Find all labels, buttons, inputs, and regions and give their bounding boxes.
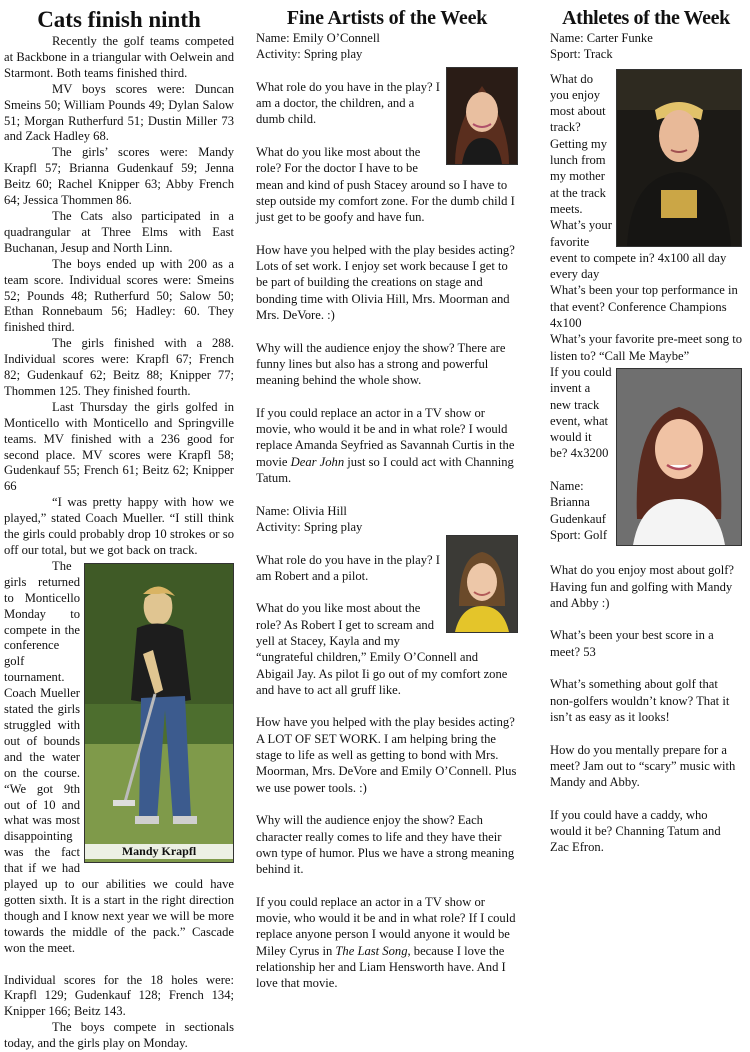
athlete2-q1: What do you enjoy most about golf? Having fun and golfing with Mandy and Abby :): [550, 563, 734, 610]
golfer-illustration: [85, 564, 233, 862]
athlete1-q3: What’s been your top performance in that event? Conference Champions 4x100: [550, 283, 738, 331]
golf-paragraph: Individual scores for the 18 holes were: Krapfl 129; Gudenkauf 128; French 134; Knipper 166; Beitz 143.: [4, 972, 234, 1019]
artist2-q5-start: If you could replace an actor in a TV show or movie, who would it be and in what role? If I could replace anyone person I would anyone it would be Miley Cyrus in: [256, 894, 516, 958]
golf-paragraph: Last Thursday the girls golfed in Monticello with Monticello and Springville teams. MV finished with a 236 good for second place. MV scores were Krapfl 58; Gudenkauf 55; French 61; Beitz 62; Knipper 66: [4, 399, 234, 494]
golf-paragraph: The girls’ scores were: Mandy Krapfl 57; Brianna Gudenkauf 59; Jenna Beitz 60; Rachel Knipper 63; Abby French 64; Jessica Thommen 86.: [4, 145, 234, 208]
olivia-photo: [446, 535, 518, 633]
artist2-movie-title: The Last Song: [335, 943, 408, 958]
artist1-q5-start: If you could replace an actor in a TV show or movie, who would it be and in what role? I would replace Amanda Seyfried as Savannah Curtis in the movie: [256, 405, 515, 469]
athlete1-q2: What’s your favorite event to compete in? 4x100 all day every day: [550, 218, 727, 282]
athlete2-q3: What’s something about golf that non-golfers wouldn’t know? That it isn’t as easy as it looks!: [550, 677, 730, 724]
golf-paragraph: The boys compete in sectionals today, and the girls play on Monday.: [4, 1020, 234, 1051]
golf-column: [4, 0, 234, 1052]
athlete1-q5: If you could invent a new track event, what would it be? 4x3200: [550, 364, 612, 461]
artist1-q5: [256, 405, 518, 486]
athlete1-name: Name: Carter Funke: [550, 31, 653, 45]
golf-paragraph: “I was pretty happy with how we played,” stated Coach Mueller. “I still think the girls could probably drop 10 strokes or so off our total, but we got back on track.: [4, 495, 234, 557]
athletes-column: [550, 0, 742, 856]
golf-headline: Cats finish ninth: [37, 7, 201, 32]
carter-photo: [616, 69, 742, 247]
artist1-q5-end: just so I could act with Channing Tatum.: [256, 454, 514, 486]
artist1-name: Name: Emily O’Connell: [256, 31, 380, 45]
artist1-movie-title: Dear John: [290, 454, 345, 469]
golf-paragraph: The girls returned to Monticello Monday to compete in the conference golf tournament. Coach Mueller stated the girls struggled with out of bounds and the water on the course. “We got 9th out of 10 and what was most disappointing was the fact that if we had played up to our abilities we could have gotten sixth. It is a start in the right direction though and I know next year we will be more towards the middle of the pack.” Cascade won the meet.: [4, 558, 234, 955]
artist1-q3: How have you helped with the play besides acting? Lots of set work. I enjoy set work because I get to be part of building the creations on stage and bonding time with Olivia Hill, Mrs. Moorman and Mrs. DeVore. :): [256, 242, 515, 323]
athlete1-q1: What do you enjoy most about track? Getting my lunch from my mother at the track meets.: [550, 71, 608, 216]
athlete1-sport: Sport: Track: [550, 47, 613, 62]
artist2-q1: What role do you have in the play? I am Robert and a pilot.: [256, 552, 440, 583]
artist1-q4: Why will the audience enjoy the show? There are funny lines but also has a strong and powerful meaning behind the whole show.: [256, 340, 506, 388]
brianna-photo: [616, 368, 742, 546]
artists-column: [256, 0, 518, 992]
artists-headline: Fine Artists of the Week: [286, 7, 488, 29]
artist2-q2: What do you like most about the role? As Robert I get to scream and yell at Stacey, Kayla and my “ungrateful children,” Emily O’Connell and Abigail Jay. As pilot Ii go out of my comfort zone and have to act all gruff like.: [256, 601, 508, 697]
artist2-q5-end: , because I love the relationship her and Liam Hensworth have. And I love that movie.: [256, 943, 506, 991]
artist2-q5: [256, 894, 518, 992]
emily-portrait: [447, 68, 517, 164]
emily-photo: [446, 67, 518, 165]
artist1-q2: What do you like most about the role? For the doctor I have to be mean and kind of push Stacey around so I have to step outside my comfort zone. For the dumb child I just get to be goofy and have fun.: [256, 145, 515, 225]
athletes-headline: Athletes of the Week: [562, 7, 730, 29]
athlete2-sport: Sport: Golf: [550, 527, 608, 542]
carter-portrait: [617, 70, 741, 246]
golf-paragraph: The boys ended up with 200 as a team score. Individual scores were: Smeins 52; Pounds 48; Rutherfurd 50; Salow 50; Ethan Ronnebaum 56; Hadley: 60. They finished third.: [4, 256, 234, 335]
artist2-name: Name: Olivia Hill: [256, 503, 347, 518]
golf-paragraph: The girls finished with a 288. Individual scores were: Krapfl 67; French 82; Gudenkauf 62; Beitz 88; Knipper 77; Thommen 125. They finished fourth.: [4, 336, 234, 398]
golf-photo-block: [84, 563, 234, 863]
brianna-portrait: [617, 369, 741, 545]
athlete2-name: Name: Brianna Gudenkauf: [550, 479, 606, 526]
photo-caption: Mandy Krapfl: [85, 844, 233, 859]
athlete2-q2: What’s been your best score in a meet? 53: [550, 628, 714, 659]
artist2-activity: Activity: Spring play: [256, 519, 363, 534]
athlete1-q4: What’s your favorite pre-meet song to listen to? “Call Me Maybe”: [550, 332, 742, 363]
golf-paragraph: Recently the golf teams competed at Backbone in a triangular with Oelwein and Starmont. Both teams finished third.: [4, 34, 234, 80]
artist1-q1: What role do you have in the play? I am a doctor, the children, and a dumb child.: [256, 79, 440, 127]
olivia-portrait: [447, 536, 517, 632]
golfer-photo: [84, 563, 234, 863]
golf-paragraph: The Cats also participated in a quadrangular at Three Elms with East Buchanan, Jesup and North Linn.: [4, 208, 234, 255]
athlete2-q5: If you could have a caddy, who would it be? Channing Tatum and Zac Efron.: [550, 807, 721, 855]
artist2-q3: How have you helped with the play besides acting? A LOT OF SET WORK. I am helping bring the stage to life as well as getting to bond with Mrs. Moorman, Mrs. DeVore and Emily O’Connell. Plus we use power tools. :): [256, 715, 517, 795]
artist2-q4: Why will the audience enjoy the show? Each character really comes to life and they have their own type of humor. Plus we have a strong meaning behind it.: [256, 813, 515, 877]
athlete2-q4: How do you mentally prepare for a meet? Jam out to “scary” music with Mandy and Abby.: [550, 742, 736, 790]
golf-paragraph: MV boys scores were: Duncan Smeins 50; William Pounds 49; Dylan Salow 51; Morgan Rutherfurd 51; Dustin Miller 73 and Zack Hadley 68.: [4, 81, 234, 144]
artist1-activity: Activity: Spring play: [256, 47, 363, 62]
